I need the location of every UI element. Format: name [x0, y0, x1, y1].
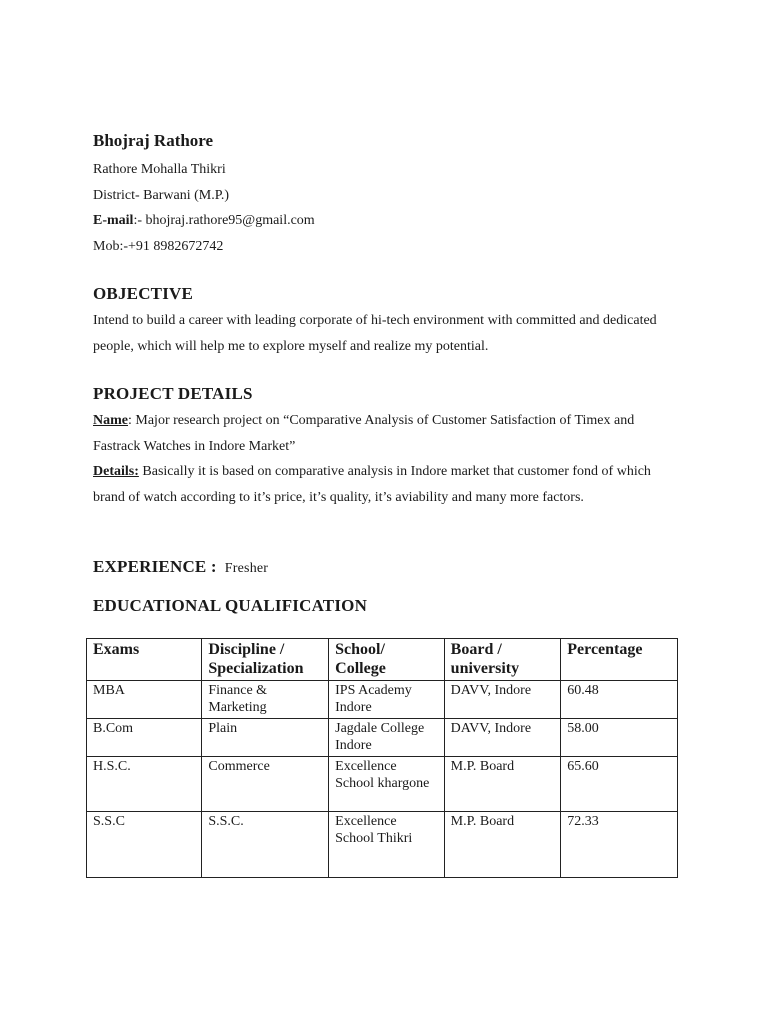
table-cell: Jagdale College Indore [329, 719, 445, 757]
experience-heading: EXPERIENCE : [93, 557, 217, 576]
column-header: Board / university [444, 639, 561, 681]
table-cell: IPS Academy Indore [329, 681, 445, 719]
table-row [87, 757, 678, 812]
project-name-label: Name [93, 413, 128, 428]
education-table [86, 638, 678, 878]
email-label: E-mail [93, 213, 134, 228]
column-header: Percentage [561, 639, 678, 681]
table-cell: 58.00 [561, 719, 678, 757]
table-cell: Excellence School Thikri [329, 812, 445, 878]
project-details-text: Basically it is based on comparative analysis in Indore market that customer fond of which brand of watch according to it’s price, it’s quality, it’s aviability and many more factors. [93, 464, 651, 505]
column-header: Exams [87, 639, 202, 681]
candidate-name: Bhojraj Rathore [93, 131, 214, 150]
table-cell: S.S.C [87, 812, 202, 878]
column-header: School/ College [329, 639, 445, 681]
email-value: :- bhojraj.rathore95@gmail.com [133, 213, 315, 228]
education-heading: EDUCATIONAL QUALIFICATION [93, 596, 368, 615]
project-name-text: : Major research project on “Comparative Analysis of Customer Satisfaction of Timex and Fastrack Watches in Indore Market” [93, 413, 635, 454]
objective-text: Intend to build a career with leading corporate of hi-tech environment with committed and dedicated people, which will help me to explore myself and realize my potential. [93, 313, 657, 354]
mobile-line: Mob:-+91 8982672742 [93, 239, 224, 254]
email-line [93, 212, 315, 230]
table-cell: B.Com [87, 719, 202, 757]
address-line-1: Rathore Mohalla Thikri [93, 162, 226, 177]
table-cell: 65.60 [561, 757, 678, 812]
table-cell: Commerce [202, 757, 329, 812]
project-details [93, 459, 683, 510]
table-cell: 72.33 [561, 812, 678, 878]
table-cell: S.S.C. [202, 812, 329, 878]
table-row [87, 719, 678, 757]
experience-line [93, 557, 268, 577]
project-heading: PROJECT DETAILS [93, 384, 253, 403]
table-cell: H.S.C. [87, 757, 202, 812]
column-header: Discipline / Specialization [202, 639, 329, 681]
table-cell: MBA [87, 681, 202, 719]
table-cell: M.P. Board [444, 812, 561, 878]
project-name [93, 408, 683, 459]
objective-heading: OBJECTIVE [93, 284, 194, 303]
table-cell: Excellence School khargone [329, 757, 445, 812]
table-header-row [87, 639, 678, 681]
table-cell: 60.48 [561, 681, 678, 719]
address-line-2: District- Barwani (M.P.) [93, 188, 230, 203]
table-row [87, 681, 678, 719]
project-details-label: Details: [93, 464, 139, 479]
table-cell: Plain [202, 719, 329, 757]
table-row [87, 812, 678, 878]
table-cell: DAVV, Indore [444, 719, 561, 757]
table-cell: M.P. Board [444, 757, 561, 812]
table-cell: Finance & Marketing [202, 681, 329, 719]
table-cell: DAVV, Indore [444, 681, 561, 719]
experience-value: Fresher [224, 561, 269, 576]
